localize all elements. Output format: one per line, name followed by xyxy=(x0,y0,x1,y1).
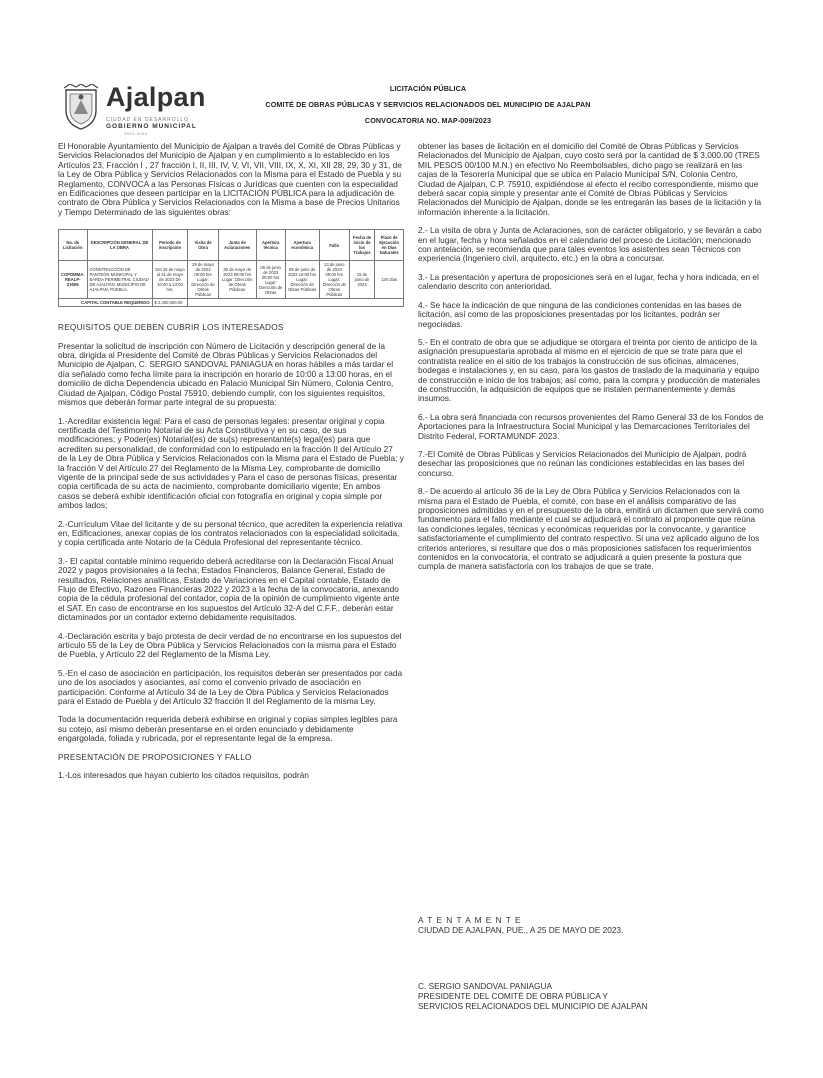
th-inscripcion: Periodo de inscripción xyxy=(152,230,188,261)
bases-paragraph: obtener las bases de licitación en el domicilio del Comité de Obras Públicas y Servicios Relacionados del Municipio de Ajalpan, cuyo costo será por la cantidad de $ 3,000.00 (TRES MIL PESOS 00/100 M.N.) en efectivo No Reembolsables, dicho pago se realizará en las cajas de la Tesorería Municipal que se ubica en Palacio Municipal S/N, Colonia Centro, Ciudad de Ajalpan, C.P. 75910, expidiéndose al efecto el recibo correspondiente, mismo que deberá sacar copia simple y presentar ante el Comité de Obras Públicas y Servicios Relacionados del Municipio de Ajalpan, donde se les entregarán las bases de la licitación y la información inherente a la licitación. xyxy=(418,141,762,217)
cell-plazo: 120 días xyxy=(375,261,404,299)
header-line-1: LICITACIÓN PÚBLICA xyxy=(389,84,467,93)
th-descripcion: DESCRIPCIÓN GENERAL DE LA OBRA xyxy=(87,230,152,261)
point-3: 3.- La presentación y apertura de proposiciones será en el lugar, fecha y hora indicada, en el calendario descrito con anterioridad. xyxy=(418,271,759,292)
logo-wordmark: Ajalpan xyxy=(106,82,206,112)
cell-apertura-economica: 09 de junio de 2023 10:00 hrs Lugar: Dirección de Obras Públicas xyxy=(285,261,319,299)
municipal-logo xyxy=(62,82,238,136)
requirements-intro: Presentar la solicitud de inscripción con Número de Licitación y descripción general de la obra, dirigida al Presidente del Comité de Obras Públicas y Servicios Relacionados del Municipio de Ajalpan, C. SERGIO SANDOVAL PANIAGUA en horas hábiles a más tardar el día señalado como fecha límite para la inscripción en horario de 10:00 a 13:00 horas, en el domicilio de dicha Dependencia ubicado en Palacio Municipal Sin Número, Colonia Centro, Ciudad de Ajalpan, Código Postal 75910, debiendo cumplir, con los siguientes requisitos, mismos que deberán formar parte integral de su propuesta: xyxy=(58,340,394,408)
header-line-3: CONVOCATORIA NO. MAP-009/2023 xyxy=(364,116,492,125)
requirement-5: 5.-En el caso de asociación en participación, los requisitos deberán ser presentados por cada uno de los asociados y asociantes, así como el convenio privado de asociación en participación. Conforme al Artículo 34 de la Ley de Obra Pública y Servicios Relacionados para el Estado de Puebla y del Artículo 32 fracción II del Reglamento de la misma Ley. xyxy=(58,667,403,707)
capital-label: CAPITAL CONTABLE REQUERIDO xyxy=(59,299,153,307)
cell-junta: 30 de mayo de 2023 09:00 hrs Lugar: Dirección de Obras Públicas xyxy=(218,261,256,299)
logo-government: GOBIERNO MUNICIPAL xyxy=(106,123,197,130)
logo-years: 2021-2024 xyxy=(124,131,148,136)
coat-of-arms-icon xyxy=(62,84,100,130)
th-apertura-tecnica: Apertura técnica xyxy=(256,230,285,261)
th-visita: Visita de Obra xyxy=(188,230,218,261)
capital-row xyxy=(59,299,404,307)
requirement-2: 2.-Currículum Vitae del licitante y de su personal técnico, que acrediten la experiencia relativa en, Edificaciones, anexar copias de los contratos relacionados con la especialidad solicitada, y copia certificada ante Notario de la Cédula Profesional del representante técnico. xyxy=(58,518,403,548)
requirement-4: 4.-Declaración escrita y bajo protesta de decir verdad de no encontrarse en los supuestos del artículo 55 de la Ley de Obra Pública y Servicios Relacionados con la misma para el Estado de Puebla, y Artículo 22 del Reglamento de la Misma Ley. xyxy=(58,630,402,660)
th-licitacion: No. de Licitación xyxy=(59,230,88,261)
signer-title-2: SERVICIOS RELACIONADOS DEL MUNICIPIO DE AJALPAN xyxy=(418,1001,648,1011)
signer-title-1: PRESIDENTE DEL COMITÉ DE OBRA PÚBLICA Y xyxy=(418,991,608,1001)
cell-descripcion: CONSTRUCCIÓN DE PANTEÓN MUNICIPAL Y BARDA PERIMETRAL CIUDAD DE AJALPAN, MUNICIPIO DE AJALPAN, PUEBLA. xyxy=(87,261,152,299)
presentation-title: PRESENTACIÓN DE PROPOSICIONES Y FALLO xyxy=(58,751,252,762)
point-4: 4.- Se hace la indicación de que ninguna de las condiciones contenidas en las bases de licitación, así como de las proposiciones presentadas por los licitantes, podrán ser negociadas. xyxy=(418,299,742,329)
place-date: CIUDAD DE AJALPAN, PUE., A 25 DE MAYO DE 2023. xyxy=(418,925,624,935)
point-5: 5.- En el contrato de obra que se adjudique se otorgara el treinta por ciento de anticipo de la asignación presupuestaria aprobada al mismo en el ejercicio de que se trate para que el contratista realice en el sitio de los trabajos la construcción de sus oficinas, almacenes, bodegas e instalaciones y, en su caso, para los gastos de traslado de la maquinaria y equipo de construcción e inicio de los trabajos; así como, para la compra y producción de materiales de construcción, la adquisición de equipos que se instalen permanentemente y demás insumos. xyxy=(418,336,761,404)
point-7: 7.-El Comité de Obras Públicas y Servicios Relacionados del Municipio de Ajalpan, podrá desechar las proposiciones que no reúnan las condiciones establecidas en las bases del concurso. xyxy=(418,448,747,478)
cell-visita: 29 de mayo de 2023 09:00 hrs Lugar: Dirección de Obras Públicas xyxy=(188,261,218,299)
right-column xyxy=(418,142,764,581)
table-row xyxy=(59,261,404,299)
requirements-title: REQUISITOS QUE DEBEN CUBRIR LOS INTERESADOS xyxy=(58,322,284,333)
presentation-1: 1.-Los interesados que hayan cubierto los citados requisitos, podrán xyxy=(58,770,309,781)
cell-apertura-tecnica: 06 de junio de 2023 09:00 hrs Lugar: Dirección de Obras xyxy=(256,261,285,299)
left-column xyxy=(58,142,404,790)
th-plazo: Plazo de Ejecución en Días Naturales xyxy=(375,230,404,261)
header-line-2: COMITÉ DE OBRAS PÚBLICAS Y SERVICIOS RELACIONADOS DEL MUNICIPIO DE AJALPAN xyxy=(265,100,591,109)
capital-empty xyxy=(188,299,404,307)
documentation-note: Toda la documentación requerida deberá exhibirse en original y copias simples legibles para su cotejo, así mismo deberán presentarse en el orden enunciado y debidamente engargolada, foliada y rubricada, por el representante legal de la empresa. xyxy=(58,714,398,744)
point-6: 6.- La obra será financiada con recursos provenientes del Ramo General 33 de los Fondos de Aportaciones para la Infraestructura Social Municipal y las Demarcaciones Territoriales del Distrito Federal, FORTAMUNDF 2023. xyxy=(418,411,764,441)
capital-value: $ 2,400,000.00 xyxy=(152,299,188,307)
point-2: 2.- La visita de obra y Junta de Aclaraciones, son de carácter obligatorio, y se llevarán a cabo en el lugar, fecha y hora señalados en el calendario del proceso de Licitación; mencionado con antelación, se recomienda que para tales eventos los asistentes sean Técnicos con experiencia (Ingeniero civil, arquitecto, etc.) en la obra a concursar. xyxy=(418,225,762,264)
requirement-3: 3.- El capital contable mínimo requerido deberá acreditarse con la Declaración Fiscal Anual 2022 y pagos provisionales a la fecha; Estados Financieros, Balance General, Estado de resultados, Relaciones analíticas, Estado de Variaciones en el Capital contable, Estado de Flujo de Efectivo, Razones Financieras 2022 y 2023 a la fecha de la convocatoria, anexando copia de la cédula profesional del contador, copia de la opinión de cumplimiento vigente ante el SAT. En caso de encontrarse en los supuestos del Artículo 32-A del C.F.F., deberán estar dictaminados por un contador externo debidamente requisitados. xyxy=(58,555,400,623)
works-table xyxy=(58,229,404,307)
cell-licitacion: COPDMMA-REALP-23009 xyxy=(59,261,88,299)
th-apertura-economica: Apertura económica xyxy=(285,230,319,261)
cell-inicio: 15 de junio de 2023 xyxy=(349,261,374,299)
intro-paragraph: El Honorable Ayuntamiento del Municipio de Ajalpan a través del Comité de Obras Públicas y Servicios Relacionados del Municipio de Ajalpan y en cumplimiento a lo establecido en los Artículos 23, Fracción I , 27 fracción I, II, III, IV, V, VI, VII, VIII, IX, X, XI, XII 28, 29, 30 y 31, de la Ley de Obra Pública y Servicios Relacionados con la Misma para el Estado de Puebla y su Reglamento, CONVOCA a las Personas Físicas o Jurídicas que cuenten con la especialidad en Edificaciones que deseen participar en la LICITACIÓN PÚBLICA para la adjudicación de contrato de Obra Pública y Servicios Relacionados con la Misma a base de Precios Unitarios y Tiempo Determinado de las siguientes obras: xyxy=(58,141,402,217)
cell-fallo: 13 de junio de 2023 09:00 hrs Lugar: Dirección de Obras Públicas xyxy=(319,261,349,299)
requirement-1: 1.-Acreditar existencia legal: Para el caso de personas legales: presentar original y copia certificada del Testimonio Notarial de su Acta Constitutiva y en su caso, de sus modificaciones; y Poder(es) Notarial(es) de su(s) representante(s) legal(es) para que acrediten su personalidad, de conformidad con lo estipulado en la fracción II del Artículo 27 de la Ley de Obra Pública y Servicios Relacionados con la Misma para el Estado de Puebla; y la fracción V del Artículo 27 del Reglamento de la Misma Ley, comprobante de domicilio vigente de la principal sede de sus actividades y Para el caso de personas físicas, presentar copia certificada de su acta de nacimiento, comprobante domiciliario vigente; En ambos casos se deberá exhibir identificación oficial con fotografía en original y copia simple por ambos lados; xyxy=(58,415,404,511)
th-fallo: Fallo xyxy=(319,230,349,261)
table-header-row xyxy=(59,230,404,261)
cell-inscripcion: Del 25 de mayo al 31 de mayo de 2023 De 10:00 a 13:00 hrs. xyxy=(152,261,188,299)
signer-name: C. SERGIO SANDOVAL PANIAGUA xyxy=(418,981,553,991)
th-inicio: Fecha de inicio de los Trabajos xyxy=(349,230,374,261)
point-8: 8.- De acuerdo al artículo 36 de la Ley de Obra Pública y Servicios Relacionados con la misma para el Estado de Puebla, el comité, con base en el análisis comparativo de las proposiciones admitidas y en el presupuesto de la obra, emitirá un dictamen que servirá como fundamento para el fallo mediante el cual se adjudicará el contrato al proponente que reúna las condiciones legales, técnicas y económicas requeridas por la convocante, y garantice satisfactoriamente el cumplimiento del contrato respectivo. Si una vez aplicado alguno de los criterios anteriores, si resultare que dos o más proposiciones satisfacen los requerimientos contenidos en la convocatoria, el contrato se adjudicará a quien presente la postura que cumpla de manera satisfactoria con los trabajos de que se trate. xyxy=(418,486,764,572)
atentamente: A T E N T A M E N T E xyxy=(418,915,522,925)
logo-tagline: CIUDAD EN DESARROLLO xyxy=(106,117,190,123)
th-junta: Junta de Aclaraciones xyxy=(218,230,256,261)
